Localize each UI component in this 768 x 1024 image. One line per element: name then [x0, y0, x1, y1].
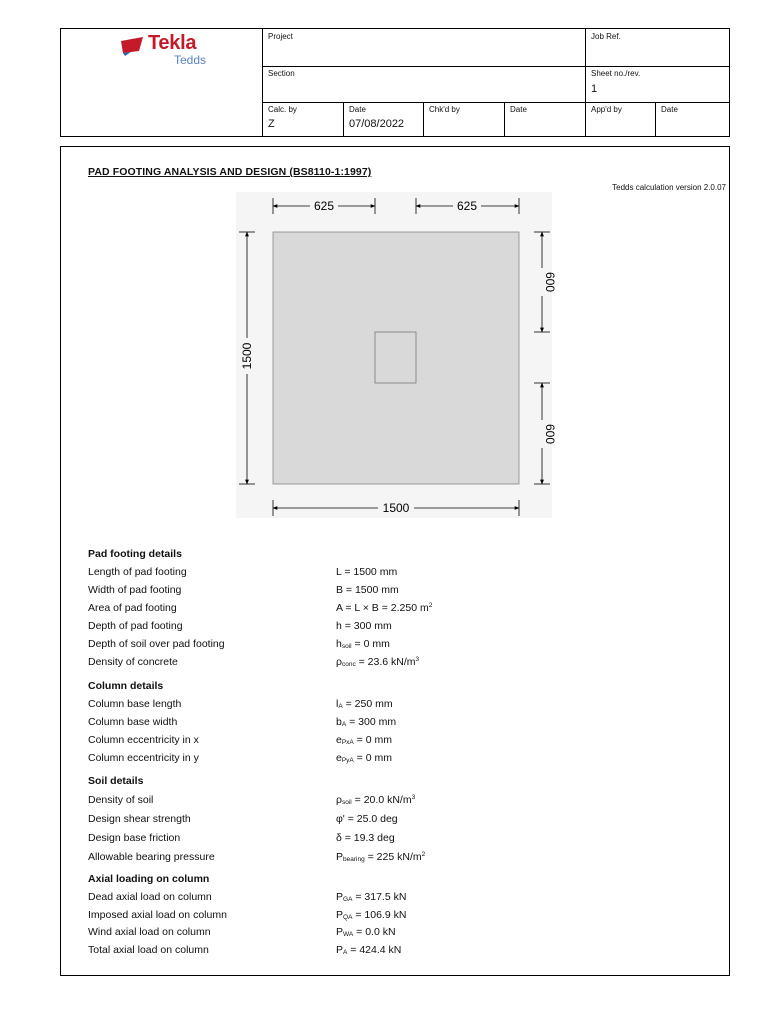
- row-value: $\rho_{soil} = 20.0$ $kN/m^3$: [336, 794, 416, 806]
- row-label: Design shear strength: [88, 813, 191, 825]
- row-value: $P_{bearing} = 225$ $kN/m^2$: [336, 851, 426, 863]
- row-value: $h_{soil} = 0$ mm: [336, 638, 390, 650]
- appd-by-label: App'd by: [591, 105, 622, 114]
- section-heading-column: Column details: [88, 680, 164, 692]
- row-label: Wind axial load on column: [88, 926, 211, 938]
- date-label: Date: [349, 105, 366, 114]
- row-value: φ' = 25.0 deg: [336, 813, 398, 825]
- row-label: Allowable bearing pressure: [88, 851, 215, 863]
- dim-top-left-label: 625: [313, 199, 335, 213]
- calc-by-cell: [262, 102, 343, 136]
- section-label: Section: [268, 69, 295, 78]
- logo-cell: [61, 29, 263, 136]
- tekla-tedds-logo: [119, 33, 209, 67]
- chkd-by-cell: [423, 102, 504, 136]
- row-label: Column base length: [88, 698, 182, 710]
- project-cell: [262, 29, 585, 66]
- row-value: $P_A = 424.4$ kN: [336, 944, 402, 956]
- row-label: Length of pad footing: [88, 566, 187, 578]
- row-label: Density of concrete: [88, 656, 178, 668]
- row-value: $e_{PyA} = 0$ mm: [336, 752, 392, 764]
- row-value: $P_{WA} = 0.0$ kN: [336, 926, 396, 938]
- date2-label: Date: [510, 105, 527, 114]
- dim-right-top-label: 600: [543, 271, 557, 293]
- row-value: B = 1500 mm: [336, 584, 399, 596]
- row-label: Depth of pad footing: [88, 620, 183, 632]
- tekla-logo-mark-icon: [119, 35, 147, 57]
- dim-bottom-label: 1500: [382, 501, 410, 515]
- row-value: $e_{PxA} = 0$ mm: [336, 734, 392, 746]
- row-value: $b_A = 300$ mm: [336, 716, 397, 728]
- row-label: Column eccentricity in x: [88, 734, 199, 746]
- date2-cell: [504, 102, 585, 136]
- dim-right-bottom-label: 600: [543, 423, 557, 445]
- pad-footing-diagram: [236, 192, 557, 518]
- row-label: Design base friction: [88, 832, 181, 844]
- dim-left-label: 1500: [240, 342, 254, 370]
- row-value: h = 300 mm: [336, 620, 392, 632]
- row-value: A = L × B = 2.250 $m^2$: [336, 602, 433, 614]
- calc-by-value: Z: [268, 118, 275, 130]
- row-label: Depth of soil over pad footing: [88, 638, 225, 650]
- row-value: $P_{GA} = 317.5$ kN: [336, 891, 407, 903]
- section-heading-soil: Soil details: [88, 775, 144, 787]
- document-title: PAD FOOTING ANALYSIS AND DESIGN (BS8110-1:1997): [88, 166, 372, 178]
- date-value: 07/08/2022: [349, 118, 405, 130]
- chkd-by-label: Chk'd by: [429, 105, 460, 114]
- row-value: L = 1500 mm: [336, 566, 398, 578]
- date-cell: [343, 102, 423, 136]
- row-label: Imposed axial load on column: [88, 909, 227, 921]
- job-ref-label: Job Ref.: [591, 32, 621, 41]
- sheet-label: Sheet no./rev.: [591, 69, 641, 78]
- row-label: Dead axial load on column: [88, 891, 212, 903]
- row-value: δ = 19.3 deg: [336, 832, 395, 844]
- row-label: Area of pad footing: [88, 602, 177, 614]
- section-heading-axial: Axial loading on column: [88, 873, 210, 885]
- sheet-cell: [585, 66, 730, 102]
- date3-cell: [655, 102, 730, 136]
- section-cell: [262, 66, 585, 102]
- logo-brand-text: Tekla: [148, 32, 197, 54]
- row-label: Density of soil: [88, 794, 154, 806]
- section-heading-pad: Pad footing details: [88, 548, 182, 560]
- job-ref-cell: [585, 29, 730, 66]
- row-label: Column base width: [88, 716, 178, 728]
- project-label: Project: [268, 32, 293, 41]
- date3-label: Date: [661, 105, 678, 114]
- row-label: Width of pad footing: [88, 584, 182, 596]
- logo-sub-text: Tedds: [174, 53, 207, 67]
- calc-by-label: Calc. by: [268, 105, 297, 114]
- row-label: Total axial load on column: [88, 944, 209, 956]
- row-value: $\rho_{conc} = 23.6$ $kN/m^3$: [336, 656, 420, 668]
- dim-top-right-label: 625: [456, 199, 478, 213]
- title-block-header: [60, 28, 730, 137]
- calculation-version: Tedds calculation version 2.0.07: [612, 183, 726, 192]
- appd-by-cell: [585, 102, 655, 136]
- footing-outline: [273, 232, 519, 484]
- sheet-value: 1: [591, 83, 598, 95]
- row-value: $P_{QA} = 106.9$ kN: [336, 909, 407, 921]
- row-label: Column eccentricity in y: [88, 752, 199, 764]
- row-value: $l_A = 250$ mm: [336, 698, 393, 710]
